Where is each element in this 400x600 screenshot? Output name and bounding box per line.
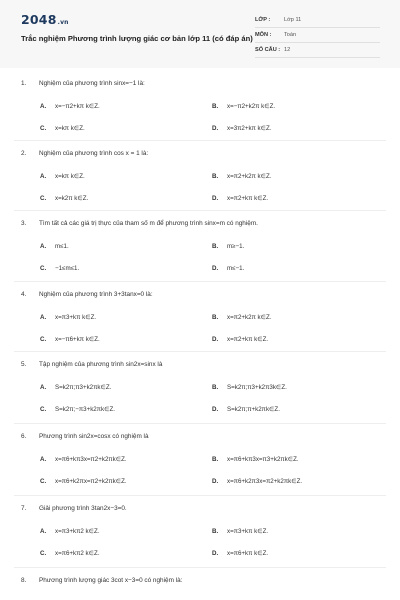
- answer-option[interactable]: [40, 195, 88, 202]
- answer-option[interactable]: [212, 336, 268, 343]
- option-text: x=k2π k∈Z.: [55, 195, 89, 202]
- option-letter: A.: [40, 103, 47, 110]
- question-number: 6.: [21, 433, 27, 440]
- question-divider: [14, 495, 386, 496]
- option-letter: D.: [212, 125, 219, 132]
- option-letter: A.: [40, 314, 47, 321]
- option-letter: C.: [40, 195, 47, 202]
- answer-option[interactable]: [212, 125, 272, 132]
- question-stem: Giải phương trình 3tan2x−3=0.: [39, 505, 127, 512]
- meta-value: 12: [284, 47, 291, 53]
- answer-option[interactable]: [212, 384, 287, 391]
- answer-option[interactable]: [212, 243, 244, 250]
- option-letter: A.: [40, 173, 47, 180]
- question-text: [21, 505, 391, 512]
- question-text: [21, 150, 391, 157]
- question-text: [21, 80, 391, 87]
- question-number: 4.: [21, 291, 27, 298]
- question-divider: [14, 567, 386, 568]
- option-text: x=π2+k2π k∈Z.: [227, 173, 272, 180]
- question-divider: [14, 140, 386, 141]
- question-text: [21, 361, 391, 368]
- meta-question-count: [255, 45, 380, 58]
- answer-option[interactable]: [212, 195, 268, 202]
- option-letter: C.: [40, 406, 47, 413]
- question-stem: Tìm tất cả các giá trị thực của tham số m để phương trình sinx=m có nghiệm.: [39, 220, 258, 227]
- option-text: S=k2π;−π3+k2πk∈Z.: [55, 406, 115, 413]
- option-text: x=π6+kπ3x=π2+k2πk∈Z.: [55, 456, 127, 463]
- option-letter: A.: [40, 243, 47, 250]
- answer-option[interactable]: [40, 243, 69, 250]
- option-letter: D.: [212, 406, 219, 413]
- question-number: 8.: [21, 577, 27, 584]
- option-letter: B.: [212, 456, 219, 463]
- meta-value: Toán: [284, 32, 297, 38]
- question-number: 5.: [21, 361, 27, 368]
- question-number: 1.: [21, 80, 27, 87]
- option-letter: C.: [40, 550, 47, 557]
- option-text: m≤−1.: [227, 265, 245, 272]
- meta-grade: [255, 15, 380, 28]
- option-text: S=k2π;π3+k2π3k∈Z.: [227, 384, 287, 391]
- question-text: [21, 433, 391, 440]
- answer-option[interactable]: [212, 550, 268, 557]
- question-text: [21, 291, 391, 298]
- answer-option[interactable]: [212, 456, 299, 463]
- meta-value: Lớp 11: [284, 17, 302, 23]
- option-text: x=kπ k∈Z.: [55, 125, 85, 132]
- option-text: S=k2π;π3+k2πk∈Z.: [55, 384, 112, 391]
- answer-option[interactable]: [212, 265, 244, 272]
- option-text: x=kπ k∈Z.: [55, 173, 85, 180]
- question-text: [21, 577, 391, 584]
- question-stem: Nghiệm của phương trình cos x = 1 là:: [39, 150, 149, 157]
- page-header: [0, 0, 400, 68]
- question-text: [21, 220, 391, 227]
- option-letter: C.: [40, 125, 47, 132]
- option-letter: D.: [212, 195, 219, 202]
- question-divider: [14, 210, 386, 211]
- option-text: x=π3+kπ k∈Z.: [227, 528, 269, 535]
- answer-option[interactable]: [40, 265, 79, 272]
- answer-option[interactable]: [40, 103, 100, 110]
- answer-option[interactable]: [40, 478, 127, 485]
- option-letter: B.: [212, 528, 219, 535]
- option-text: x=−π2+k2π k∈Z.: [227, 103, 276, 110]
- option-letter: B.: [212, 384, 219, 391]
- meta-label: MÔN :: [255, 32, 272, 38]
- option-text: x=−π2+kπ k∈Z.: [55, 103, 100, 110]
- option-text: x=π6+kπ k∈Z.: [227, 550, 269, 557]
- option-letter: B.: [212, 314, 219, 321]
- answer-option[interactable]: [212, 314, 272, 321]
- option-letter: D.: [212, 478, 219, 485]
- option-text: x=π6+kπ2 k∈Z.: [55, 550, 100, 557]
- question-number: 3.: [21, 220, 27, 227]
- question-number: 7.: [21, 505, 27, 512]
- answer-option[interactable]: [40, 314, 96, 321]
- option-text: x=π3+kπ k∈Z.: [55, 314, 97, 321]
- option-letter: C.: [40, 478, 47, 485]
- option-letter: C.: [40, 265, 47, 272]
- answer-option[interactable]: [212, 478, 302, 485]
- option-letter: C.: [40, 336, 47, 343]
- question-divider: [14, 351, 386, 352]
- option-letter: D.: [212, 265, 219, 272]
- question-divider: [14, 423, 386, 424]
- option-letter: D.: [212, 336, 219, 343]
- option-text: m≤1.: [55, 243, 69, 250]
- question-number: 2.: [21, 150, 27, 157]
- option-text: x=3π2+kπ k∈Z.: [227, 125, 272, 132]
- option-text: x=π2+kπ k∈Z.: [227, 195, 269, 202]
- option-letter: B.: [212, 243, 219, 250]
- option-letter: B.: [212, 173, 219, 180]
- question-stem: Phương trình sin2x=cosx có nghiệm là: [39, 433, 149, 440]
- answer-option[interactable]: [40, 456, 127, 463]
- answer-option[interactable]: [40, 550, 100, 557]
- answer-option[interactable]: [40, 528, 100, 535]
- answer-option[interactable]: [40, 336, 100, 343]
- answer-option[interactable]: [40, 406, 115, 413]
- option-text: m≥−1.: [227, 243, 245, 250]
- option-text: x=π6+k2π3x=π2+k2πk∈Z.: [227, 478, 303, 485]
- option-text: x=π2+k2π k∈Z.: [227, 314, 272, 321]
- site-logo[interactable]: 2048.vn: [21, 12, 69, 27]
- answer-option[interactable]: [40, 125, 85, 132]
- option-letter: D.: [212, 550, 219, 557]
- answer-option[interactable]: [212, 103, 275, 110]
- option-letter: A.: [40, 528, 47, 535]
- meta-label: LỚP :: [255, 17, 271, 23]
- option-letter: A.: [40, 384, 47, 391]
- question-stem: Nghiệm của phương trình sinx=−1 là:: [39, 80, 145, 87]
- question-stem: Nghiệm của phương trình 3+3tanx=0 là:: [39, 291, 153, 298]
- option-text: x=π6+kπ3x=π3+k2πk∈Z.: [227, 456, 299, 463]
- question-stem: Phương trình lượng giác 3cot x−3=0 có nghiệm là:: [39, 577, 183, 584]
- answer-option[interactable]: [212, 528, 268, 535]
- meta-label: SỐ CÂU :: [255, 47, 281, 53]
- answer-option[interactable]: [40, 173, 85, 180]
- option-text: x=−π6+kπ k∈Z.: [55, 336, 100, 343]
- option-text: x=π6+k2πx=π2+k2πk∈Z.: [55, 478, 127, 485]
- option-text: x=π2+kπ k∈Z.: [227, 336, 269, 343]
- meta-subject: [255, 30, 380, 43]
- option-letter: B.: [212, 103, 219, 110]
- page-title: Trắc nghiệm Phương trình lượng giác cơ bản lớp 11 (có đáp án): [21, 34, 253, 43]
- option-letter: A.: [40, 456, 47, 463]
- option-text: x=π3+kπ2 k∈Z.: [55, 528, 100, 535]
- option-text: S=k2π;π+k2πk∈Z.: [227, 406, 280, 413]
- answer-option[interactable]: [40, 384, 111, 391]
- option-text: −1≤m≤1.: [55, 265, 80, 272]
- answer-option[interactable]: [212, 406, 280, 413]
- answer-option[interactable]: [212, 173, 272, 180]
- question-divider: [14, 281, 386, 282]
- question-stem: Tập nghiệm của phương trình sin2x=sinx là: [39, 361, 163, 368]
